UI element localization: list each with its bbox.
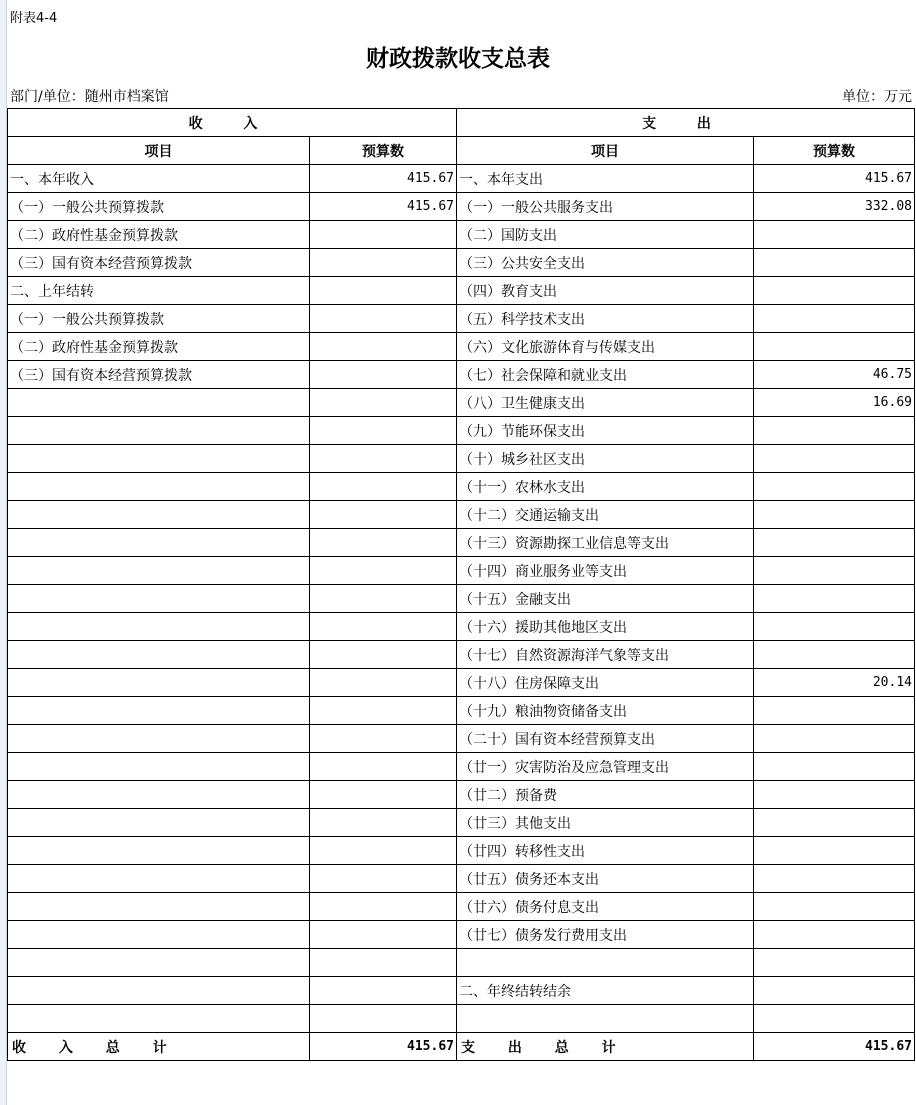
- table-row: [8, 417, 915, 445]
- table-row: [8, 529, 915, 557]
- expense-budget-cell[interactable]: 332.08: [754, 193, 915, 221]
- income-budget-cell[interactable]: [310, 781, 457, 809]
- income-item-cell[interactable]: （三）国有资本经营预算拨款: [8, 361, 310, 389]
- expense-budget-cell[interactable]: [754, 305, 915, 333]
- table-row: [8, 809, 915, 837]
- income-item-cell[interactable]: [8, 417, 310, 445]
- income-item-cell[interactable]: [8, 949, 310, 977]
- income-total-label-text: 收 入 总 计: [12, 1039, 181, 1056]
- income-budget-cell[interactable]: [310, 361, 457, 389]
- income-budget-cell[interactable]: [310, 417, 457, 445]
- expense-budget-cell[interactable]: [754, 977, 915, 1005]
- expense-budget-cell[interactable]: [754, 837, 915, 865]
- expense-item-cell[interactable]: （十八）住房保障支出: [457, 669, 754, 697]
- income-item-cell[interactable]: [8, 725, 310, 753]
- income-item-cell[interactable]: [8, 529, 310, 557]
- table-row: [8, 921, 915, 949]
- income-budget-cell[interactable]: [310, 949, 457, 977]
- unit-label: 单位：万元: [842, 89, 912, 105]
- table-row: [8, 361, 915, 389]
- income-budget-cell[interactable]: 415.67: [310, 165, 457, 193]
- expense-budget-cell[interactable]: [754, 753, 915, 781]
- expense-item-cell[interactable]: 二、年终结转结余: [457, 977, 754, 1005]
- expense-budget-header[interactable]: 预算数: [754, 137, 915, 165]
- income-item-cell[interactable]: [8, 753, 310, 781]
- income-item-cell[interactable]: [8, 501, 310, 529]
- income-item-cell[interactable]: [8, 669, 310, 697]
- income-item-cell[interactable]: （二）政府性基金预算拨款: [8, 221, 310, 249]
- income-item-cell[interactable]: [8, 389, 310, 417]
- expense-item-cell[interactable]: （二）国防支出: [457, 221, 754, 249]
- table-row: [8, 333, 915, 361]
- income-item-cell[interactable]: [8, 921, 310, 949]
- expense-budget-cell[interactable]: [754, 1005, 915, 1033]
- expense-item-cell[interactable]: （廿三）其他支出: [457, 809, 754, 837]
- expense-item-cell[interactable]: （廿五）债务还本支出: [457, 865, 754, 893]
- expense-total-label[interactable]: [457, 1033, 754, 1061]
- income-budget-cell[interactable]: [310, 809, 457, 837]
- table-row: [8, 389, 915, 417]
- income-budget-cell[interactable]: [310, 529, 457, 557]
- expense-item-cell[interactable]: （六）文化旅游体育与传媒支出: [457, 333, 754, 361]
- income-budget-cell[interactable]: [310, 641, 457, 669]
- expense-budget-cell[interactable]: [754, 921, 915, 949]
- income-item-cell[interactable]: [8, 697, 310, 725]
- expense-item-cell[interactable]: （十一）农林水支出: [457, 473, 754, 501]
- expense-item-cell[interactable]: （一）一般公共服务支出: [457, 193, 754, 221]
- expense-budget-cell[interactable]: [754, 725, 915, 753]
- row-header-gutter: [0, 0, 7, 1105]
- table-row: [8, 781, 915, 809]
- expense-budget-cell[interactable]: [754, 417, 915, 445]
- expense-item-cell[interactable]: （七）社会保障和就业支出: [457, 361, 754, 389]
- expense-item-cell[interactable]: （廿七）债务发行费用支出: [457, 921, 754, 949]
- expense-budget-cell[interactable]: [754, 529, 915, 557]
- income-item-cell[interactable]: 一、本年收入: [8, 165, 310, 193]
- expense-budget-cell[interactable]: [754, 613, 915, 641]
- expense-item-cell[interactable]: （十四）商业服务业等支出: [457, 557, 754, 585]
- expense-budget-cell[interactable]: 16.69: [754, 389, 915, 417]
- expense-item-cell[interactable]: （九）节能环保支出: [457, 417, 754, 445]
- income-budget-cell[interactable]: [310, 725, 457, 753]
- expense-item-cell[interactable]: [457, 949, 754, 977]
- expense-budget-cell[interactable]: [754, 641, 915, 669]
- expense-item-cell[interactable]: （十）城乡社区支出: [457, 445, 754, 473]
- expense-item-cell[interactable]: （廿二）预备费: [457, 781, 754, 809]
- expense-item-cell[interactable]: （二十）国有资本经营预算支出: [457, 725, 754, 753]
- income-budget-cell[interactable]: [310, 921, 457, 949]
- column-header-row: [8, 137, 915, 165]
- income-budget-cell[interactable]: [310, 249, 457, 277]
- table-row: [8, 557, 915, 585]
- income-item-cell[interactable]: [8, 977, 310, 1005]
- table-row: [8, 249, 915, 277]
- table-row: [8, 753, 915, 781]
- income-budget-cell[interactable]: [310, 333, 457, 361]
- income-budget-cell[interactable]: [310, 473, 457, 501]
- expense-total-label-text: 支 出 总 计: [461, 1039, 630, 1056]
- expense-item-cell[interactable]: （八）卫生健康支出: [457, 389, 754, 417]
- expense-budget-cell[interactable]: [754, 949, 915, 977]
- expense-budget-cell[interactable]: [754, 697, 915, 725]
- income-budget-cell[interactable]: [310, 613, 457, 641]
- expense-item-cell[interactable]: 一、本年支出: [457, 165, 754, 193]
- table-row: [8, 837, 915, 865]
- income-budget-cell[interactable]: [310, 585, 457, 613]
- expense-budget-cell[interactable]: [754, 221, 915, 249]
- income-budget-cell[interactable]: [310, 893, 457, 921]
- income-item-cell[interactable]: [8, 641, 310, 669]
- expense-item-cell[interactable]: （十六）援助其他地区支出: [457, 613, 754, 641]
- income-budget-cell[interactable]: [310, 837, 457, 865]
- income-item-cell[interactable]: [8, 837, 310, 865]
- expense-budget-cell[interactable]: 46.75: [754, 361, 915, 389]
- income-budget-cell[interactable]: [310, 977, 457, 1005]
- expense-budget-cell[interactable]: [754, 445, 915, 473]
- income-budget-cell[interactable]: [310, 389, 457, 417]
- table-row: [8, 613, 915, 641]
- income-item-cell[interactable]: [8, 585, 310, 613]
- expense-total-value[interactable]: 415.67: [754, 1033, 915, 1061]
- income-item-cell[interactable]: [8, 781, 310, 809]
- table-row: [8, 1005, 915, 1033]
- annex-label: 附表4-4: [10, 11, 58, 26]
- expense-item-cell[interactable]: （廿六）债务付息支出: [457, 893, 754, 921]
- expense-item-cell[interactable]: （廿一）灾害防治及应急管理支出: [457, 753, 754, 781]
- income-budget-cell[interactable]: [310, 277, 457, 305]
- expense-item-cell[interactable]: （三）公共安全支出: [457, 249, 754, 277]
- table-row: [8, 725, 915, 753]
- table-row: [8, 585, 915, 613]
- expense-budget-cell[interactable]: [754, 277, 915, 305]
- section-header-row: [8, 109, 915, 137]
- budget-table: [7, 108, 915, 1061]
- expense-item-header[interactable]: 项目: [457, 137, 754, 165]
- table-row: [8, 977, 915, 1005]
- expense-budget-cell[interactable]: [754, 557, 915, 585]
- table-row: [8, 697, 915, 725]
- table-row: [8, 893, 915, 921]
- table-row: [8, 305, 915, 333]
- income-item-cell[interactable]: [8, 809, 310, 837]
- income-budget-cell[interactable]: [310, 221, 457, 249]
- table-row: [8, 641, 915, 669]
- table-row: [8, 165, 915, 193]
- income-budget-cell[interactable]: [310, 669, 457, 697]
- income-budget-header[interactable]: 预算数: [310, 137, 457, 165]
- income-item-cell[interactable]: [8, 865, 310, 893]
- income-item-cell[interactable]: 二、上年结转: [8, 277, 310, 305]
- expense-budget-cell[interactable]: [754, 585, 915, 613]
- expense-item-cell[interactable]: [457, 1005, 754, 1033]
- income-item-cell[interactable]: [8, 893, 310, 921]
- page-title: 财政拨款收支总表: [366, 45, 550, 72]
- expense-budget-cell[interactable]: [754, 501, 915, 529]
- expense-item-cell[interactable]: （廿四）转移性支出: [457, 837, 754, 865]
- expense-budget-cell[interactable]: 20.14: [754, 669, 915, 697]
- expense-budget-cell[interactable]: [754, 809, 915, 837]
- total-row: [8, 1033, 915, 1061]
- income-header[interactable]: 收 入: [8, 109, 457, 137]
- income-budget-cell[interactable]: 415.67: [310, 193, 457, 221]
- expense-item-cell[interactable]: （十九）粮油物资储备支出: [457, 697, 754, 725]
- income-item-cell[interactable]: （二）政府性基金预算拨款: [8, 333, 310, 361]
- income-budget-cell[interactable]: [310, 697, 457, 725]
- expense-budget-cell[interactable]: 415.67: [754, 165, 915, 193]
- income-item-cell[interactable]: [8, 557, 310, 585]
- expense-item-cell[interactable]: （十七）自然资源海洋气象等支出: [457, 641, 754, 669]
- income-total-value[interactable]: 415.67: [310, 1033, 457, 1061]
- income-total-label[interactable]: [8, 1033, 310, 1061]
- expense-budget-cell[interactable]: [754, 249, 915, 277]
- income-budget-cell[interactable]: [310, 1005, 457, 1033]
- expense-item-cell[interactable]: （四）教育支出: [457, 277, 754, 305]
- table-row: [8, 949, 915, 977]
- income-budget-cell[interactable]: [310, 865, 457, 893]
- table-row: [8, 445, 915, 473]
- income-budget-cell[interactable]: [310, 753, 457, 781]
- income-item-cell[interactable]: [8, 445, 310, 473]
- income-item-cell[interactable]: （一）一般公共预算拨款: [8, 193, 310, 221]
- expense-header[interactable]: 支 出: [457, 109, 915, 137]
- expense-item-cell[interactable]: （十三）资源勘探工业信息等支出: [457, 529, 754, 557]
- expense-item-cell[interactable]: （五）科学技术支出: [457, 305, 754, 333]
- income-budget-cell[interactable]: [310, 557, 457, 585]
- table-row: [8, 865, 915, 893]
- expense-budget-cell[interactable]: [754, 781, 915, 809]
- income-item-header[interactable]: 项目: [8, 137, 310, 165]
- income-item-cell[interactable]: [8, 473, 310, 501]
- expense-budget-cell[interactable]: [754, 865, 915, 893]
- income-item-cell[interactable]: （三）国有资本经营预算拨款: [8, 249, 310, 277]
- expense-item-cell[interactable]: （十二）交通运输支出: [457, 501, 754, 529]
- expense-budget-cell[interactable]: [754, 333, 915, 361]
- income-item-cell[interactable]: [8, 613, 310, 641]
- income-item-cell[interactable]: [8, 1005, 310, 1033]
- table-row: [8, 501, 915, 529]
- income-budget-cell[interactable]: [310, 501, 457, 529]
- table-row: [8, 221, 915, 249]
- expense-budget-cell[interactable]: [754, 893, 915, 921]
- expense-item-cell[interactable]: （十五）金融支出: [457, 585, 754, 613]
- income-budget-cell[interactable]: [310, 305, 457, 333]
- table-row: [8, 669, 915, 697]
- table-row: [8, 473, 915, 501]
- income-item-cell[interactable]: （一）一般公共预算拨款: [8, 305, 310, 333]
- income-budget-cell[interactable]: [310, 445, 457, 473]
- table-row: [8, 193, 915, 221]
- expense-budget-cell[interactable]: [754, 473, 915, 501]
- department-label: 部门/单位：随州市档案馆: [10, 89, 169, 105]
- table-row: [8, 277, 915, 305]
